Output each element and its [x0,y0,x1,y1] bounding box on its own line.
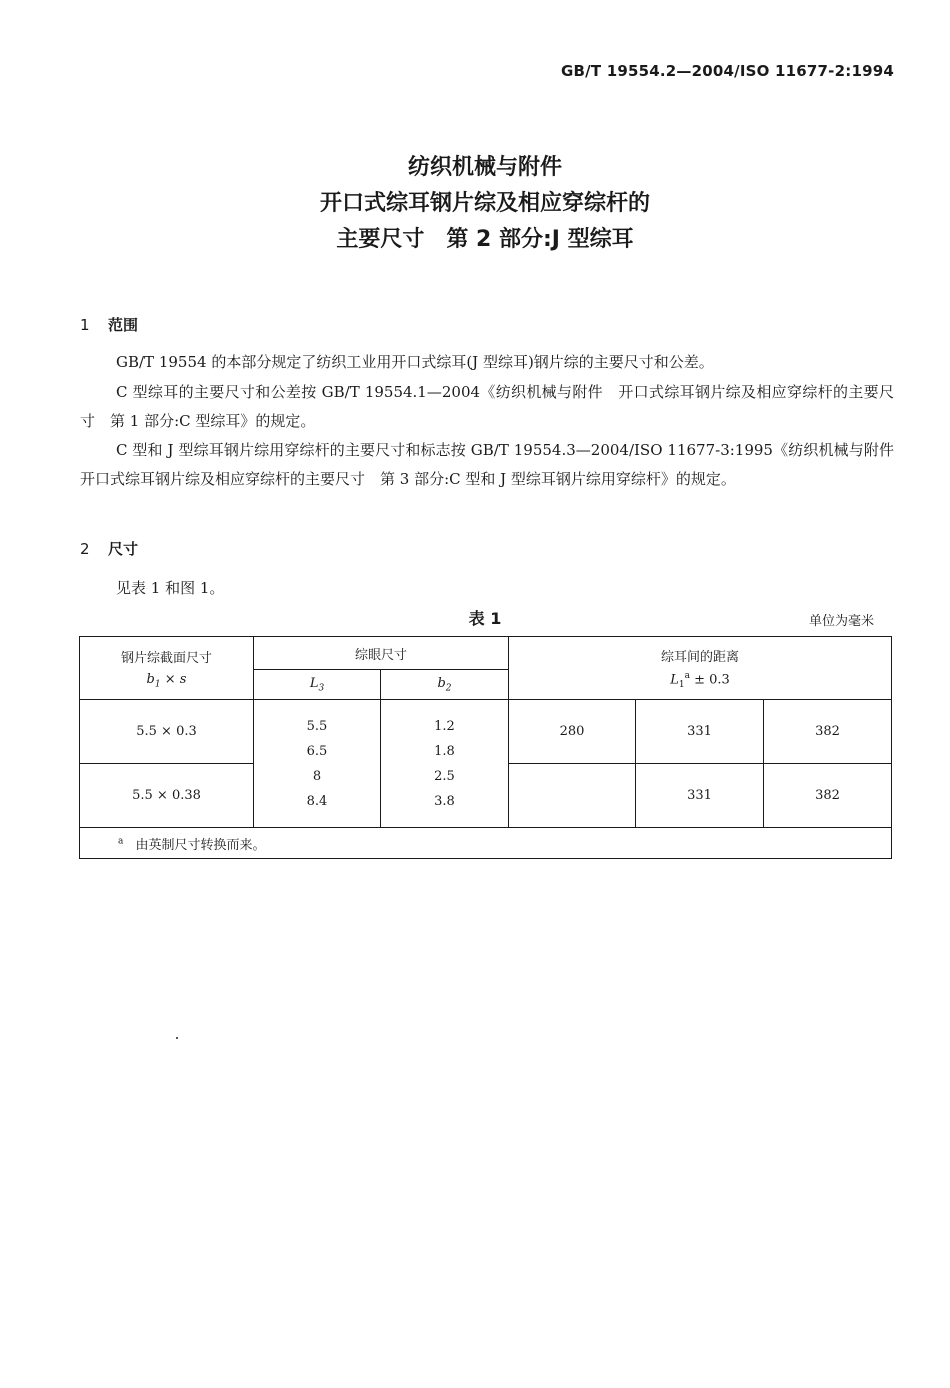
header-eye-distance-symbol: $L_1^a \pm 0.3$ [670,671,730,690]
table-caption: 表 1 [468,609,502,628]
l3-value: 5.5 [306,718,328,734]
header-eye-size: 综眼尺寸 [254,637,509,670]
table-footnote [80,828,892,859]
b2-value: 1.2 [434,718,455,734]
section-1-title: 范围 [108,316,139,334]
section-1-para-1: GB/T 19554 的本部分规定了纺织工业用开口式综耳(J 型综耳)钢片综的主要尺寸和公差。 [116,353,714,371]
dimension-table [79,636,892,859]
header-section-size-symbol: $b_1 \times s$ [146,671,187,690]
scan-speck [176,1037,178,1039]
section-1-number: 1 [80,316,90,334]
section-2-number: 2 [80,540,90,558]
row1-distance-3: 382 [764,700,892,764]
row1-distance-2: 331 [636,700,764,764]
section-1-heading [80,314,138,335]
l3-value: 8.4 [306,793,328,809]
row1-distance-1: 280 [509,700,636,764]
footnote-mark: a [118,836,124,847]
row1-section-size: 5.5 × 0.3 [80,700,254,764]
l3-values [254,700,381,828]
header-eye-distance [509,637,892,700]
header-eye-distance-label: 综耳间的距离 [661,650,740,666]
header-section-size-label: 钢片综截面尺寸 [120,650,212,666]
row2-distance-1 [509,764,636,828]
l3-value: 8 [312,768,322,784]
footnote-text: 由英制尺寸转换而来。 [135,837,266,853]
header-section-size [80,637,254,700]
b2-value: 1.8 [434,743,455,759]
document-title [0,150,950,258]
header-b2: $b_2$ [381,670,509,700]
b2-values [381,700,509,828]
row2-distance-3: 382 [764,764,892,828]
b2-value: 2.5 [434,768,455,784]
table-unit: 单位为毫米 [808,614,874,629]
title-line-1: 纺织机械与附件 [407,155,562,180]
title-line-3: 主要尺寸 第 2 部分:J 型综耳 [336,227,634,252]
standard-code: GB/T 19554.2—2004/ISO 11677-2:1994 [561,62,894,80]
row2-section-size: 5.5 × 0.38 [80,764,254,828]
l3-value: 6.5 [306,743,328,759]
section-2-heading [80,538,138,559]
section-1-para-2: C 型综耳的主要尺寸和公差按 GB/T 19554.1—2004《纺织机械与附件 开口式综耳钢片综及相应穿综杆的主要尺寸 第 1 部分:C 型综耳》的规定。 [80,383,894,430]
section-1-para-3: C 型和 J 型综耳钢片综用穿综杆的主要尺寸和标志按 GB/T 19554.3—2004/ISO 11677-3:1995《纺织机械与附件 开口式综耳钢片综及相应穿综杆的主要尺寸 第 3 部分:C 型和 J 型综耳钢片综用穿综杆》的规定。 [80,441,910,488]
header-l3: $L_3$ [254,670,381,700]
section-2-para-1: 见表 1 和图 1。 [116,579,225,597]
b2-value: 3.8 [434,793,455,809]
section-2-title: 尺寸 [108,540,139,558]
title-line-2: 开口式综耳钢片综及相应穿综杆的 [319,191,650,216]
row2-distance-2: 331 [636,764,764,828]
